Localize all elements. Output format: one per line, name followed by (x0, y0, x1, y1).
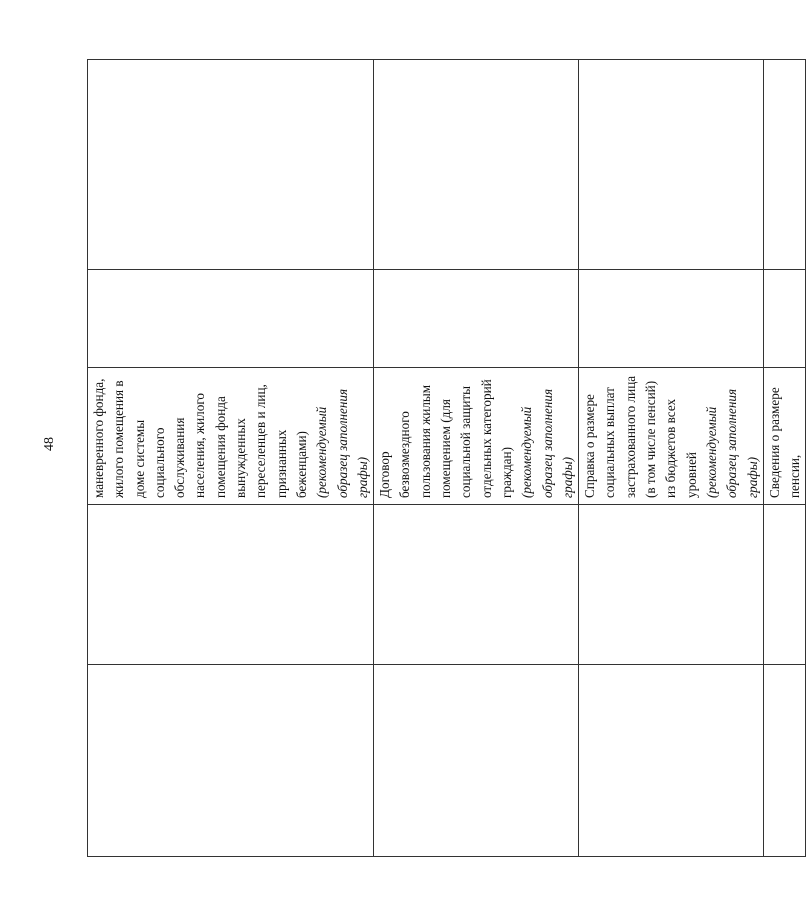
document-name-cell (579, 368, 764, 505)
table-cell (763, 60, 806, 270)
document-name-cell (88, 368, 374, 505)
document-name-cell (763, 368, 806, 505)
table-cell (374, 665, 579, 857)
document-name-note: (рекомендуемый образец заполнения графы) (519, 388, 575, 498)
table-row (579, 60, 764, 857)
rotated-table-frame (87, 60, 803, 857)
table-cell (88, 505, 374, 665)
page-number: 48 (42, 437, 57, 451)
table-cell (88, 60, 374, 270)
table-row (374, 60, 579, 857)
table-cell (763, 665, 806, 857)
document-name-note: (рекомендуемый образец заполнения графы) (703, 388, 760, 498)
document-name-text: маневренного фонда, жилого помещения в доме системы социального обслуживания населения, жилого помещения фонда вынужденных переселенцев и лиц, признанных беженцами) (91, 378, 309, 498)
table-cell (579, 60, 764, 270)
table-cell (579, 665, 764, 857)
document-name-cell (374, 368, 579, 505)
table-cell (763, 505, 806, 665)
document-name-text: Сведения о размере пенсии, (766, 387, 803, 498)
table-cell (88, 270, 374, 368)
table-cell (763, 270, 806, 368)
document-name-text: Договор безвозмездного пользования жилым помещением (для социальной защиты отдельных категорий граждан) (377, 379, 514, 498)
table-cell (374, 60, 579, 270)
document-name-note: (рекомендуемый образец заполнения графы) (314, 388, 370, 498)
table-row (88, 60, 374, 857)
table-cell (579, 270, 764, 368)
table-cell (374, 505, 579, 665)
document-table (87, 59, 806, 857)
table-cell (374, 270, 579, 368)
document-name-text: Справка о размере социальных выплат застрахованного лица (в том числе пенсий) из бюджетов всех уровней (582, 375, 699, 498)
table-cell (579, 505, 764, 665)
table-cell (88, 665, 374, 857)
table-row (763, 60, 806, 857)
document-sheet (87, 60, 803, 857)
